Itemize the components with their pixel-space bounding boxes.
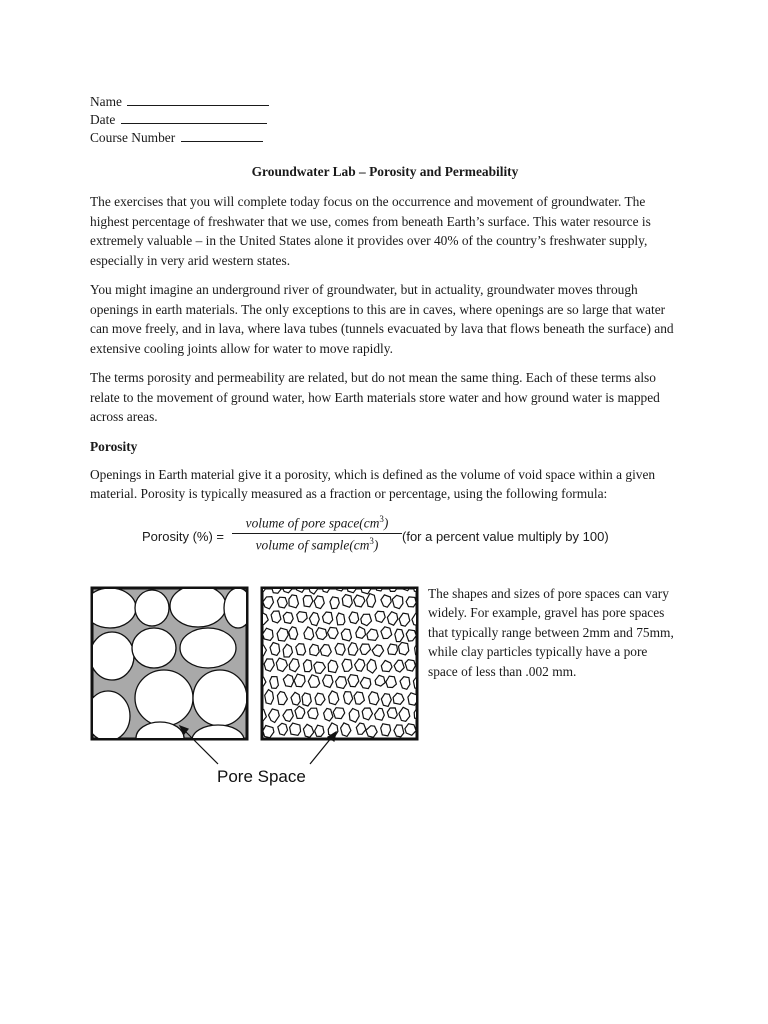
course-number-blank[interactable] (181, 129, 263, 142)
course-label: Course Number (90, 130, 176, 145)
fine-grain (284, 741, 293, 753)
coarse-grain (135, 670, 193, 726)
date-label: Date (90, 112, 116, 127)
fine-grain (289, 594, 299, 607)
fine-grain (323, 674, 333, 687)
name-blank[interactable] (127, 93, 269, 106)
fine-grain (374, 740, 383, 753)
fine-grain (335, 643, 345, 655)
fine-grain (387, 707, 397, 718)
document-page (90, 93, 680, 786)
name-field-line (90, 93, 680, 111)
fine-grain (392, 595, 403, 608)
fine-grain (405, 659, 415, 670)
groundwater-movement-paragraph: You might imagine an underground river of groundwater, but in actuality, groundwater moves through openings in earth materials. The only exceptions to this are in caves, where openings are so large that water can move freely, and in lava, where lava tubes (tunnels evacuated by lava that flows beneath the surface) and extensive cooling joints allow for water to move rapidly. (90, 282, 674, 356)
terms-paragraph: The terms porosity and permeability are related, but do not mean the same thing. Each of these terms also relate to the movement of ground water, how Earth materials store water and how ground water is mapped across areas. (90, 370, 660, 424)
fine-grain (335, 739, 345, 751)
student-info-fields (90, 93, 680, 147)
fine-grain (296, 741, 306, 752)
fine-grain-panel (255, 586, 420, 754)
formula-fraction (232, 514, 402, 554)
fine-grain (278, 723, 288, 735)
porosity-heading: Porosity (90, 438, 138, 454)
fine-grain (414, 741, 420, 753)
fine-grain (419, 724, 420, 736)
coarse-grain (193, 670, 247, 726)
porosity-formula (90, 514, 680, 570)
fine-grain (388, 644, 398, 655)
fine-grain (337, 613, 345, 625)
coarse-grain (90, 632, 134, 680)
pore-space-caption: The shapes and sizes of pore spaces can vary widely. For example, gravel has pore spaces that typically range between 2mm and 75mm, while clay particles typically have a pore space of less than .002 mm. (428, 585, 674, 679)
fine-grain (302, 692, 311, 705)
fine-grain (418, 627, 420, 639)
date-field-line (90, 111, 680, 129)
fine-grain (369, 691, 380, 704)
fine-grain (381, 723, 391, 735)
fine-grain (341, 628, 351, 640)
fine-grain (310, 644, 320, 655)
fine-grain (303, 659, 312, 671)
course-field-line (90, 129, 680, 147)
fine-grain (271, 738, 281, 751)
fine-grain (270, 676, 279, 688)
formula-denominator: volume of $sample(cm^3)$ (255, 535, 379, 553)
coarse-grain (170, 586, 226, 627)
date-blank[interactable] (121, 111, 267, 124)
pore-space-figure-row (90, 586, 680, 786)
coarse-grain (180, 628, 236, 668)
fine-grain (330, 596, 339, 608)
coarse-grain (132, 628, 176, 668)
fine-grain (342, 594, 352, 607)
pore-space-figure (90, 586, 420, 786)
fine-grain (360, 740, 370, 751)
fine-grain (316, 627, 327, 639)
fine-grain (328, 660, 338, 672)
fine-grain (308, 708, 318, 719)
fine-grain (256, 739, 267, 751)
fine-grain (324, 708, 333, 721)
formula-note: (for a percent value multiply by 100) (402, 528, 609, 544)
fine-grain (310, 739, 321, 751)
fine-grain (270, 642, 280, 655)
coarse-grain (136, 722, 184, 754)
coarse-grain (90, 691, 130, 741)
fine-grain (401, 740, 411, 753)
pore-space-label: Pore Space (217, 766, 306, 786)
coarse-grain (135, 590, 169, 626)
fine-grain (393, 693, 404, 704)
name-label: Name (90, 94, 122, 109)
formula-numerator: volume of pore $space(cm^3)$ (232, 514, 402, 534)
fine-grain (342, 659, 352, 671)
coarse-grain-panel (90, 586, 252, 755)
fine-grain (399, 642, 409, 655)
fine-grain (321, 740, 332, 753)
fine-grain (277, 597, 287, 608)
document-title: Groundwater Lab – Porosity and Permeability (251, 164, 519, 179)
fine-grain (354, 691, 364, 703)
intro-paragraph: The exercises that you will complete today focus on the occurrence and movement of groundwater. The highest percentage of freshwater that we use, comes from beneath Earth’s surface. This water resource is extremely valuable – in the United States alone it provides over 40% of the country’s freshwater supply, especially in very arid western states. (90, 194, 651, 268)
fine-grain (329, 690, 339, 704)
fine-grain (336, 676, 347, 688)
coarse-grain (90, 588, 136, 628)
fine-grain (385, 741, 396, 752)
fine-grain (283, 612, 293, 623)
formula-lhs: Porosity (%) = (142, 528, 224, 544)
fine-grain (348, 739, 358, 750)
fine-grain (271, 611, 281, 623)
fine-grain (290, 723, 301, 735)
fine-grain (406, 596, 416, 606)
fine-grain (394, 724, 404, 736)
porosity-intro-paragraph: Openings in Earth material give it a porosity, which is defined as the volume of void space within a given material. Porosity is typically measured as a fraction or percentage, using the following formula: (90, 466, 656, 501)
fine-grain (296, 643, 306, 655)
